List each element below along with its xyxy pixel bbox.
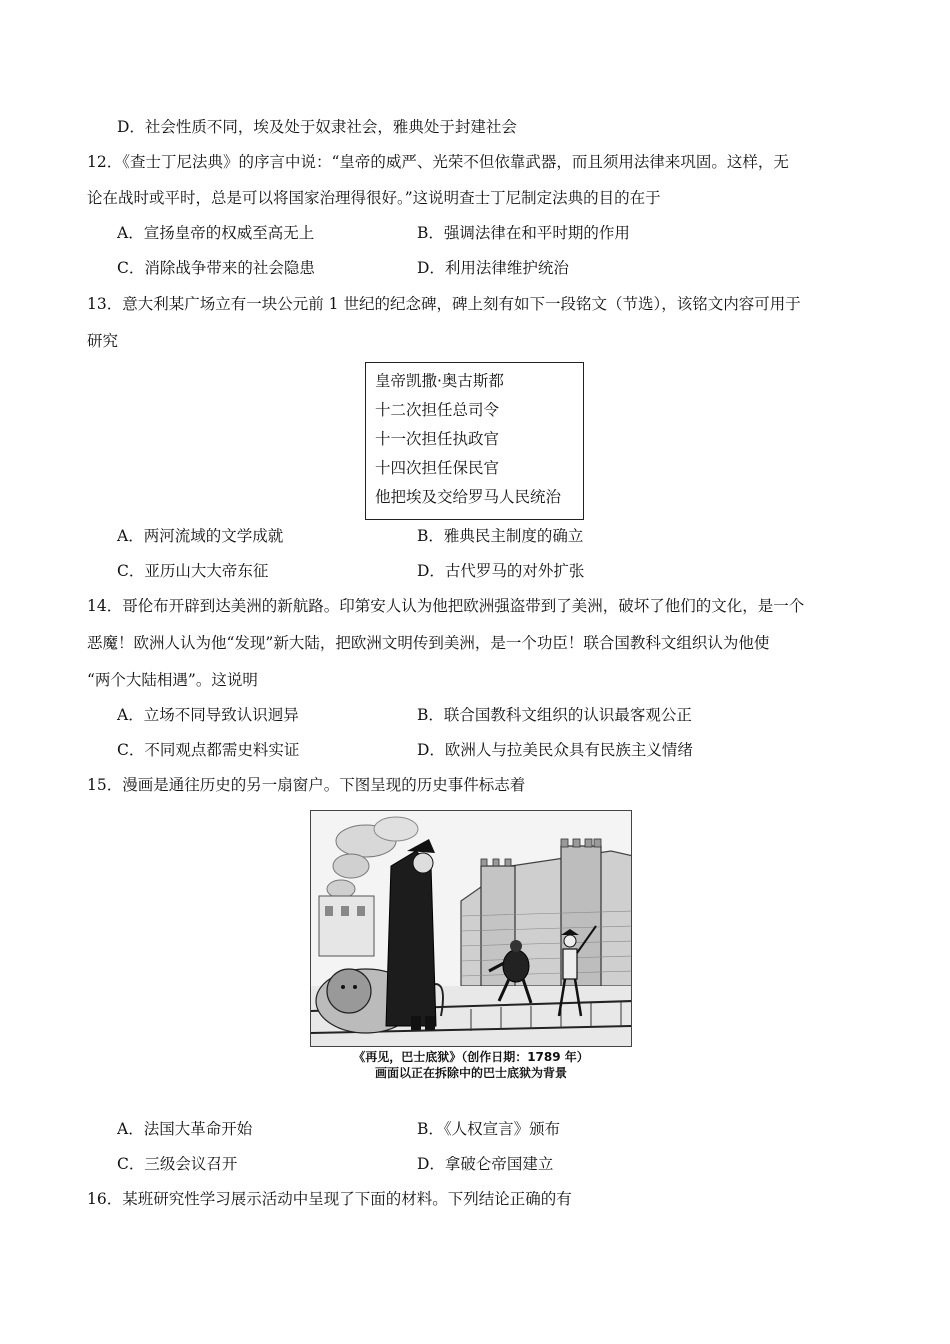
q13-option-b: B．雅典民主制度的确立 — [417, 527, 584, 545]
q11-option-d: D．社会性质不同，埃及处于奴隶社会，雅典处于封建社会 — [117, 118, 517, 136]
q12-stem-line2: 论在战时或平时，总是可以将国家治理得很好。”这说明查士丁尼制定法典的目的在于 — [87, 189, 661, 207]
q13-option-c: C．亚历山大大帝东征 — [117, 562, 269, 580]
q15-option-d: D．拿破仑帝国建立 — [417, 1155, 554, 1173]
q14-option-b: B．联合国教科文组织的认识最客观公正 — [417, 706, 692, 724]
q14-stem-line1: 14．哥伦布开辟到达美洲的新航路。印第安人认为他把欧洲强盗带到了美洲，破坏了他们的文化，是一个 — [87, 597, 805, 615]
q12-option-c: C．消除战争带来的社会隐患 — [117, 259, 315, 277]
q13-stem-line1: 13．意大利某广场立有一块公元前 1 世纪的纪念碑，碑上刻有如下一段铭文（节选），该铭文内容可用于 — [87, 295, 801, 313]
q12-option-a: A．宣扬皇帝的权威至高无上 — [117, 224, 315, 242]
q13-stem-line2: 研究 — [87, 332, 119, 350]
inscription-line: 十四次担任保民官 — [375, 459, 500, 477]
q15-option-a: A．法国大革命开始 — [117, 1120, 253, 1138]
caption-line2: 画面以正在拆除中的巴士底狱为背景 — [374, 1066, 567, 1080]
q14-option-d: D．欧洲人与拉美民众具有民族主义情绪 — [417, 741, 693, 759]
q12-stem-line1: 12．《查士丁尼法典》的序言中说：“皇帝的威严、光荣不但依靠武器，而且须用法律来巩固。这样，无 — [87, 153, 789, 171]
inscription-line: 皇帝凯撒·奥古斯都 — [375, 372, 504, 390]
cartoon-illustration — [311, 811, 632, 1047]
q13-option-a: A．两河流域的文学成就 — [117, 527, 284, 545]
bastille-cartoon-image — [310, 810, 632, 1047]
q16-stem: 16．某班研究性学习展示活动中呈现了下面的材料。下列结论正确的有 — [87, 1190, 572, 1208]
q15-option-b: B．《人权宣言》颁布 — [417, 1120, 561, 1138]
q14-stem-line2: 恶魔！欧洲人认为他“发现”新大陆，把欧洲文明传到美洲，是一个功臣！联合国教科文组织认为他使 — [87, 634, 770, 652]
q14-stem-line3: “两个大陆相遇”。这说明 — [87, 671, 258, 689]
caption-line1: 《再见，巴士底狱》（创作日期：1789 年） — [353, 1050, 589, 1064]
q12-option-d: D．利用法律维护统治 — [417, 259, 569, 277]
q15-stem: 15．漫画是通往历史的另一扇窗户。下图呈现的历史事件标志着 — [87, 776, 526, 794]
inscription-box — [365, 362, 584, 520]
q14-option-c: C．不同观点都需史料实证 — [117, 741, 300, 759]
inscription-line: 他把埃及交给罗马人民统治 — [375, 488, 562, 506]
cartoon-caption — [310, 1049, 632, 1081]
inscription-line: 十一次担任执政官 — [375, 430, 500, 448]
q14-option-a: A．立场不同导致认识迥异 — [117, 706, 299, 724]
q15-option-c: C．三级会议召开 — [117, 1155, 238, 1173]
inscription-line: 十二次担任总司令 — [375, 401, 500, 419]
q12-option-b: B．强调法律在和平时期的作用 — [417, 224, 630, 242]
q13-option-d: D．古代罗马的对外扩张 — [417, 562, 585, 580]
